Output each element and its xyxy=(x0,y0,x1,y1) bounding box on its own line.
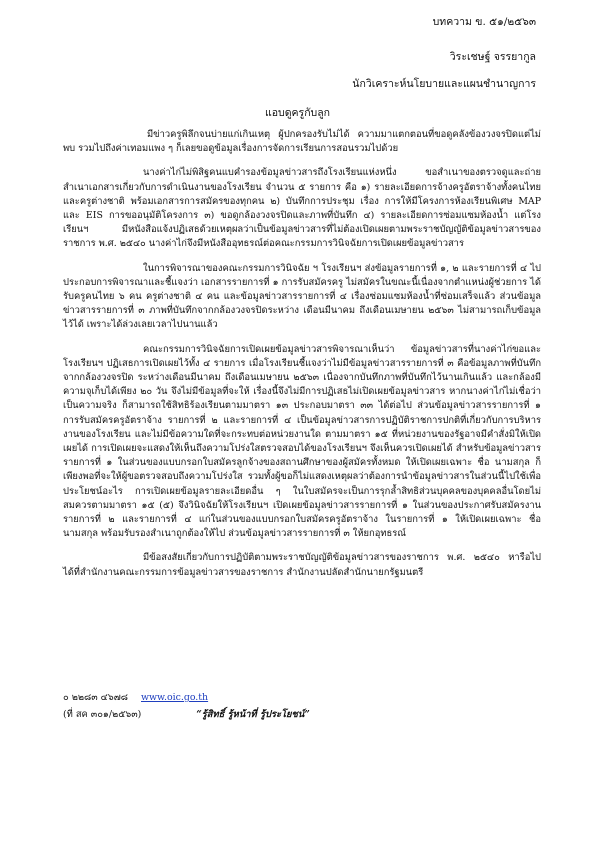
document-number: บทความ ข. ๕๑/๒๕๖๓ xyxy=(432,16,536,28)
author-position: นักวิเคราะห์นโยบายและแผนชำนาญการ xyxy=(352,78,536,90)
paragraph-consideration: ในการพิจารณาของคณะกรรมการวินิจฉัย ฯ โรงเรียนฯ ส่งข้อมูลรายการที่ ๑, ๒ และรายการที่ ๔ ไปประกอบการพิจารณาและชี้แจงว่า เอกสารรายการที่ ๑ การรับสมัครครู ไม่สมัครในขณะนี้เนื่องจากตำแหน่งผู้ช่วยการ ได้รับครูคนไทย ๖ คน ครูต่างชาติ ๔ คน และข้อมูลข่าวสารรายการที่ ๔ เรื่องซ่อมแซมห้องน้ำที่ซ่อมเสร็จแล้ว ส่วนข้อมูลข่าวสารรายการที่ ๓ ภาพที่บันทึกจากกล้องวงจรปิดระหว่าง เดือนมีนาคม ถึงเดือนเมษายน ๒๕๖๓ ไม่สามารถเก็บข้อมูลไว้ได้ เพราะได้ล่วงเลยเวลาไปนานแล้ว xyxy=(63,262,541,331)
reference-line xyxy=(63,707,310,722)
reference-number: (ที่ สค ๓๐๑/๒๕๖๓) xyxy=(63,709,142,720)
author-name: วิระเชษฐ์ จรรยากูล xyxy=(449,51,536,63)
paragraph-request: นางค่าไก่ไม่พิสิฐคนแบคำรองข้อมูลข่าวสารถึงโรงเรียนแห่งหนึ่ง ขอสำเนาของตรวจดูและถ่ายสำเนาเอกสารเกี่ยวกับการดำเนินงานของโรงเรียน จำนวน ๕ รายการ คือ ๑) รายละเอียดการจ้างครูอัตราจ้างทั้งคนไทยและครูต่างชาติ พร้อมเอกสารการสมัครของทุกคน ๒) บันทึกการประชุม เรื่อง การให้มีโครงการห้องเรียนพิเศษ MAP และ EIS การขออนุมัติโครงการ ๓) ขอดูกล้องวงจรปิดและภาพที่บันทึก ๔) รายละเอียดการซ่อมแซมห้องน้ำ แต่โรงเรียนฯ มีหนังสือแจ้งปฏิเสธด้วยเหตุผลว่าเป็นข้อมูลข่าวสารที่ไม่ต้องเปิดเผยตามพระราชบัญญัติข้อมูลข่าวสารของราชการ พ.ศ. ๒๕๔๐ นางค่าไก่จึงมีหนังสืออุทธรณ์ต่อคณะกรรมการวินิจฉัยการเปิดเผยข้อมูลข่าวสาร xyxy=(63,167,541,250)
paragraph-contact: มีข้อสงสัยเกี่ยวกับการปฏิบัติตามพระราชบัญญัติข้อมูลข่าวสารของราชการ พ.ศ. ๒๕๔๐ หารือไปได้ที่สำนักงานคณะกรรมการข้อมูลข่าวสารของราชการ สำนักงานปลัดสำนักนายกรัฐมนตรี xyxy=(63,552,541,578)
slogan: “รู้สิทธิ์ รู้หน้าที่ รู้ประโยชน์” xyxy=(196,709,310,720)
phone-number: ๐ ๒๒๘๓ ๔๖๗๘ xyxy=(63,692,129,703)
website-link[interactable]: www.oic.go.th xyxy=(141,692,209,703)
contact-line xyxy=(63,690,208,705)
paragraph-intro: มีข่าวครูพิลึกจนบ่ายแก่เกินเหตุ ผู้ปกครองรับไม่ได้ ความมาแตกตอนที่ขอดูคลังข้องวงจรปิดแต่ไม่พบ รวมไปถึงค่าเทอมแพง ๆ ก็เลยขอดูข้อมูลเรื่องการจัดการเรียนการสอนรวมไปด้วย xyxy=(63,129,541,155)
article-title: แอบดูครูกับลูก xyxy=(264,107,331,119)
article-body xyxy=(63,128,541,590)
paragraph-decision: คณะกรรมการวินิจฉัยการเปิดเผยข้อมูลข่าวสารพิจารณาเห็นว่า ข้อมูลข่าวสารที่นางค่าไก่ขอและโรงเรียนฯ ปฏิเสธการเปิดเผยไว้ทั้ง ๔ รายการ เมื่อโรงเรียนชี้แจงว่าไม่มีข้อมูลข่าวสารรายการที่ ๓ คือข้อมูลภาพที่บันทึกจากกล้องวงจรปิด ระหว่างเดือนมีนาคม ถึงเดือนเมษายน ๒๕๖๓ เนื่องจากบันทึกภาพที่บันทึกไว้นานเกินแล้ว และกล้องมีความจุเก็บได้เพียง ๒๐ วัน จึงไม่มีข้อมูลที่จะให้ เรื่องนี้จึงไม่มีการปฏิเสธไม่เปิดเผยข้อมูลข่าวสาร หากนางค่าไก่ไม่เชื่อว่าเป็นความจริง ก็สามารถใช้สิทธิร้องเรียนตามมาตรา ๑๓ ประกอบมาตรา ๓๓ ได้ต่อไป ส่วนข้อมูลข่าวสารรายการที่ ๑ การรับสมัครครูอัตราจ้าง รายการที่ ๒ และรายการที่ ๔ เป็นข้อมูลข่าวสารการปฏิบัติราชการปกติที่เกี่ยวกับการบริหารงานของโรงเรียน และไม่มีข้อความใดที่จะกระทบต่อหน่วยงานใด ตามมาตรา ๑๕ ที่หน่วยงานของรัฐอาจมีคำสั่งมิให้เปิดเผยได้ การเปิดเผยจะแสดงให้เห็นถึงความโปร่งใสตรวจสอบได้ของโรงเรียนฯ จึงเห็นควรเปิดเผยได้ สำหรับข้อมูลข่าวสารรายการที่ ๑ ในส่วนของแบบกรอกใบสมัครลูกจ้างของสถานศึกษาของผู้สมัครทั้งหมด ให้เปิดเผยเฉพาะ ชื่อ นามสกุล ก็เพียงพอที่จะให้ผู้ขอตรวจสอบถึงความโปร่งใส รวมทั้งผู้ขอก็ไม่แสดงเหตุผลว่าต้องการนำข้อมูลข่าวสารในส่วนนี้ไปใช้เพื่อประโยชน์อะไร การเปิดเผยข้อมูลรายละเอียดอื่น ๆ ในใบสมัครจะเป็นการรุกล้ำสิทธิส่วนบุคคลของบุคคลอื่นโดยไม่สมควรตามมาตรา ๑๕ (๕) จึงวินิจฉัยให้โรงเรียนฯ เปิดเผยข้อมูลข่าวสารรายการที่ ๑ ในส่วนของประกาศรับสมัครงานรายการที่ ๒ และรายการที่ ๔ แก่ในส่วนของแบบกรอกใบสมัครครูอัตราจ้าง ในรายการที่ ๑ ให้เปิดเผยเฉพาะ ชื่อ นามสกุล พร้อมรับรองสำเนาถูกต้องให้ไป ส่วนข้อมูลข่าวสารรายการที่ ๓ ให้ยกอุทธรณ์ xyxy=(63,343,541,540)
